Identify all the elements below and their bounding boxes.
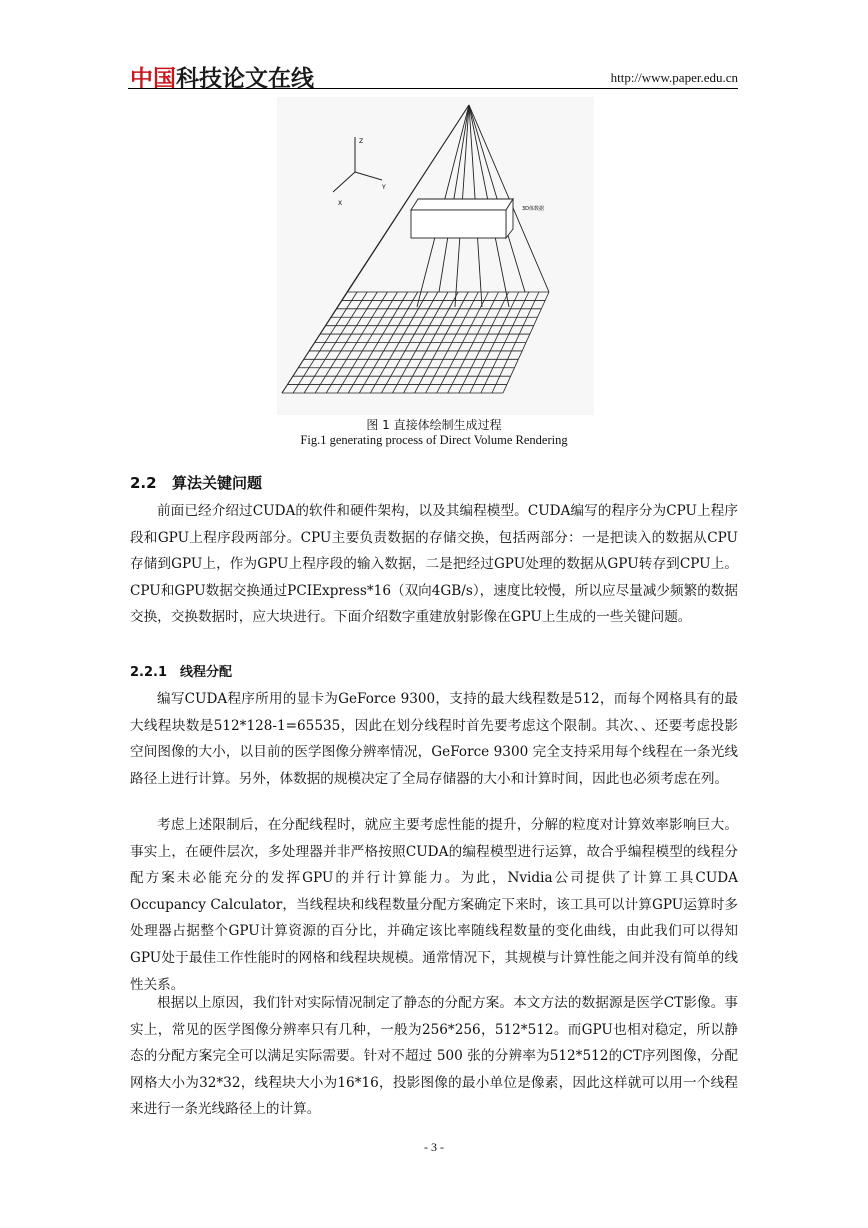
page-number: - 3 - <box>424 1140 444 1154</box>
axis-z-label: Z <box>359 138 364 145</box>
rendering-diagram <box>277 97 594 415</box>
paragraph-4: 根据以上原因，我们针对实际情况制定了静态的分配方案。本文方法的数据源是医学CT影像。事实上，常见的医学图像分辨率只有几种，一般为256*256，512*512。而GPU也相对稳定，所以静态的分配方案完全可以满足实际需要。针对不超过 500 张的分辨率为512*512的CT序列图像，分配网格大小为32*32，线程块大小为16*16，投影图像的最小单位是像素，因此这样就可以用一个线程来进行一条光线路径上的计算。 <box>130 995 738 1118</box>
subsection-number: 2.2.1 <box>130 665 168 680</box>
paragraph-3: 考虑上述限制后，在分配线程时，就应主要考虑性能的提升，分解的粒度对计算效率影响巨大。事实上，在硬件层次，多处理器并非严格按照CUDA的编程模型进行运算，故合乎编程模型的线程分配方案未必能充分的发挥GPU的并行计算能力。为此，Nvidia公司提供了计算工具CUDA Occupancy Calculator，当线程块和线程数量分配方案确定下来时，该工具可以计算GPU运算时多处理器占据整个GPU计算资源的百分比，并确定该比率随线程数量的变化曲线，由此我们可以得知GPU处于最佳工作性能时的网格和线程块规模。通常情况下，其规模与计算性能之间并没有简单的线性关系。 <box>130 817 738 993</box>
logo-red-text: 中国 <box>130 66 176 92</box>
figure-caption-cn: 图 1 直接体绘制生成过程 <box>366 418 502 432</box>
subsection-title: 线程分配 <box>180 665 233 680</box>
header-url[interactable]: http://www.paper.edu.cn <box>610 70 738 85</box>
paragraph-1: 前面已经介绍过CUDA的软件和硬件架构，以及其编程模型。CUDA编写的程序分为CPU上程序段和GPU上程序段两部分。CPU主要负责数据的存储交换，包括两部分：一是把读入的数据从CPU存储到GPU上，作为GPU上程序段的输入数据，二是把经过GPU处理的数据从GPU转存到CPU上。CPU和GPU数据交换通过PCIExpress*16（双向4GB/s），速度比较慢，所以应尽量减少频繁的数据交换，交换数据时，应大块进行。下面介绍数字重建放射影像在GPU上生成的一些关键问题。 <box>130 503 738 626</box>
volume-box <box>411 199 513 238</box>
section-number: 2.2 <box>130 474 157 492</box>
section-heading <box>130 472 262 493</box>
axis-y-label: Y <box>382 184 386 191</box>
header-divider <box>128 88 738 89</box>
paragraph-2: 编写CUDA程序所用的显卡为GeForce 9300，支持的最大线程数是512，而每个网格具有的最大线程块数是512*128-1=65535，因此在划分线程时首先要考虑这个限制。其次、、还要考虑投影空间图像的大小，以目前的医学图像分辨率情况，GeForce 9300 完全支持采用每个线程在一条光线路径上进行计算。另外，体数据的规模决定了全局存储器的大小和计算时间，因此也必须考虑在列。 <box>130 691 738 787</box>
logo-black-text: 科技论文在线 <box>176 66 314 92</box>
axis-x-label: X <box>338 200 343 207</box>
volume-label: 3D体数据 <box>522 206 545 212</box>
figure-caption-en: Fig.1 generating process of Direct Volume Rendering <box>300 433 568 447</box>
section-title: 算法关键问题 <box>172 474 263 492</box>
subsection-heading <box>130 661 232 680</box>
